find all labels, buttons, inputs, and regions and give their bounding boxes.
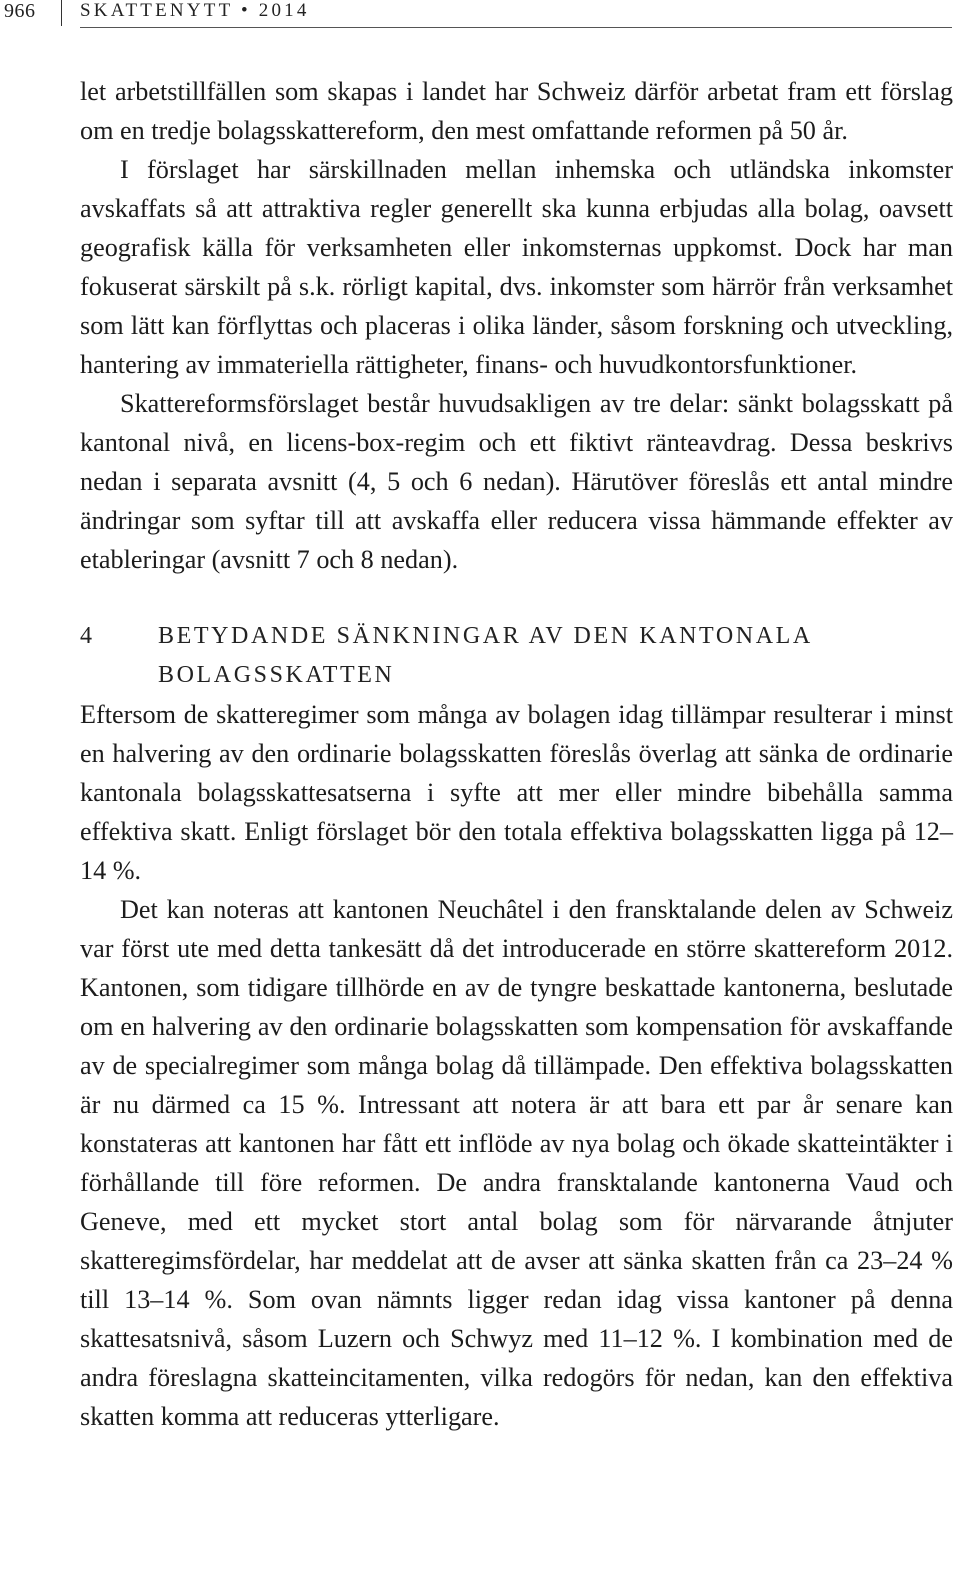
header-vertical-rule	[61, 0, 62, 26]
paragraph: Eftersom de skatteregimer som många av bolagen idag tillämpar resulterar i minst en halvering av den ordinarie bolagsskatten föreslås överlag att sänka de ordinarie kantonala bolagsskattesatserna i syfte att mer eller mindre bibehålla samma effektiva skatt. Enligt förslaget bör den totala effektiva bolagsskatten ligga på 12–14 %.	[80, 700, 953, 885]
paragraph: Det kan noteras att kantonen Neuchâtel i den fransktalande delen av Schweiz var först ute med detta tankesätt då det introducerade en större skattereform 2012. Kantonen, som tidigare tillhörde en av de tyngre beskattade kantonerna, beslutade om en halvering av den ordinarie bolagsskatten som kompensation för avskaffande av de specialregimer som många bolag då tillämpade. Den effektiva bolagsskatten är nu därmed ca 15 %. Intressant att notera är att bara ett par år senare kan konstateras att kantonen har fått ett inflöde av nya bolag och ökade skatteintäkter i förhållande till före reformen. De andra fransktalande kantonerna Vaud och Geneve, med ett mycket stort antal bolag som för närvarande åtnjuter skatteregimsfördelar, har meddelat att de avser att sänka skatten från ca 23–24 % till 13–14 %. Som ovan nämnts ligger redan idag vissa kantoner på denna skattesatsnivå, såsom Luzern och Schwyz med 11–12 %. I kombination med de andra föreslagna skatteincitamenten, vilka redogörs för nedan, kan den effektiva skatten komma att reduceras ytterligare.	[80, 895, 953, 1431]
article-body	[80, 72, 953, 1436]
running-head: SKATTENYTT • 2014	[80, 0, 310, 21]
page-header	[0, 0, 960, 28]
paragraph: I förslaget har särskillnaden mellan inhemska och utländska inkomster avskaffats så att attraktiva regler generellt ska kunna erbjudas alla bolag, oavsett geografisk källa för verksamheten eller inkomsternas uppkomst. Dock har man fokuserat särskilt på s.k. rörligt kapital, dvs. inkomster som härrör från verksamhet som lätt kan förflyttas och placeras i olika länder, såsom forskning och utveckling, hantering av immateriella rättigheter, finans- och huvudkontorsfunktioner.	[80, 155, 953, 379]
page-number: 966	[4, 0, 36, 22]
header-rule	[80, 27, 952, 28]
section-heading	[80, 617, 953, 695]
section-number: 4	[80, 623, 95, 649]
section-title: BETYDANDE SÄNKNINGAR AV DEN KANTONALA BOLAGSSKATTEN	[158, 623, 812, 688]
paragraph: Skattereformsförslaget består huvudsakligen av tre delar: sänkt bolagsskatt på kantonal nivå, en licens-box-regim och ett fiktivt ränteavdrag. Dessa beskrivs nedan i separata avsnitt (4, 5 och 6 nedan). Härutöver föreslås ett antal mindre ändringar som syftar till att avskaffa eller reducera vissa hämmande effekter av etableringar (avsnitt 7 och 8 nedan).	[80, 389, 953, 574]
paragraph: let arbetstillfällen som skapas i landet har Schweiz därför arbetat fram ett förslag om en tredje bolagsskattereform, den mest omfattande reformen på 50 år.	[80, 77, 953, 145]
